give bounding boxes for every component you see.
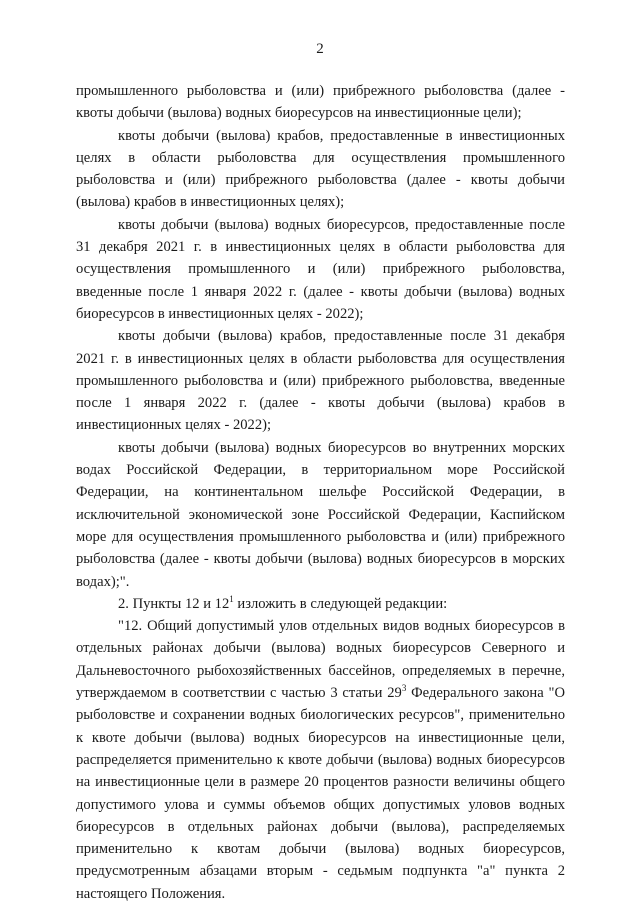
paragraph-continuation: промышленного рыболовства и (или) прибрежного рыболовства (далее - квоты добычи (вылова) водных биоресурсов на инвестиционные цели); bbox=[76, 83, 565, 122]
document-body bbox=[76, 80, 565, 905]
item-12-superscript: 3 bbox=[401, 683, 407, 694]
item-2-text-end: изложить в следующей редакции: bbox=[233, 595, 448, 612]
paragraph-crab-quotas: квоты добычи (вылова) крабов, предоставленные в инвестиционных целях в области рыболовства для осуществления промышленного рыболовства и (или) прибрежного рыболовства (далее - квоты добычи (вылова) крабов в инвестиционных целях); bbox=[76, 127, 565, 211]
item-2-superscript: 1 bbox=[229, 593, 234, 604]
item-12-text: "12. Общий допустимый улов отдельных видов водных биоресурсов в отдельных районах добычи (вылова) водных биоресурсов Северного и Дальневосточного рыбохозяйственных бассейнов, определяемых в перечне, утверждаемом в соответствии с частью 3 статьи 29 bbox=[76, 618, 565, 702]
item-12-text-end: Федерального закона "О рыболовстве и сохранении водных биологических ресурсов", применительно к квоте добычи (вылова) водных биоресурсов на инвестиционные цели, распределяется применительно к квоте добычи (вылова) водных биоресурсов на инвестиционные цели в размере 20 процентов разности величины общего допустимого улова и суммы объемов общих допустимых уловов водных биоресурсов в отдельных районах добычи (вылова), распределяемых применительно к квотам добычи (вылова) водных биоресурсов, предусмотренным абзацами вторым - седьмым подпункта "а" пункта 2 настоящего Положения. bbox=[76, 685, 566, 902]
paragraph-marine-waters-quotas: квоты добычи (вылова) водных биоресурсов во внутренних морских водах Российской Федерации, в территориальном море Российской Федерации, на континентальном шельфе Российской Федерации, в исключительной экономической зоне Российской Федерации, Каспийском море для осуществления промышленного рыболовства и (или) прибрежного рыболовства (далее - квоты добычи (вылова) водных биоресурсов в морских водах);". bbox=[76, 439, 565, 590]
page-number: 2 bbox=[316, 41, 324, 57]
paragraph-item-12 bbox=[76, 615, 565, 905]
paragraph-item-2 bbox=[76, 593, 565, 615]
paragraph-bioresource-quotas-2022: квоты добычи (вылова) водных биоресурсов, предоставленные после 31 декабря 2021 г. в инвестиционных целях в области рыболовства для осуществления промышленного и (или) прибрежного рыболовства, введенные после 1 января 2022 г. (далее - квоты добычи (вылова) водных биоресурсов в инвестиционных целях - 2022); bbox=[76, 216, 565, 322]
paragraph-crab-quotas-2022: квоты добычи (вылова) крабов, предоставленные после 31 декабря 2021 г. в инвестиционных целях в области рыболовства для осуществления промышленного рыболовства и (или) прибрежного рыболовства, введенные после 1 января 2022 г. (далее - квоты добычи (вылова) крабов в инвестиционных целях - 2022); bbox=[76, 328, 565, 434]
item-2-text: 2. Пункты 12 и 12 bbox=[118, 595, 230, 612]
